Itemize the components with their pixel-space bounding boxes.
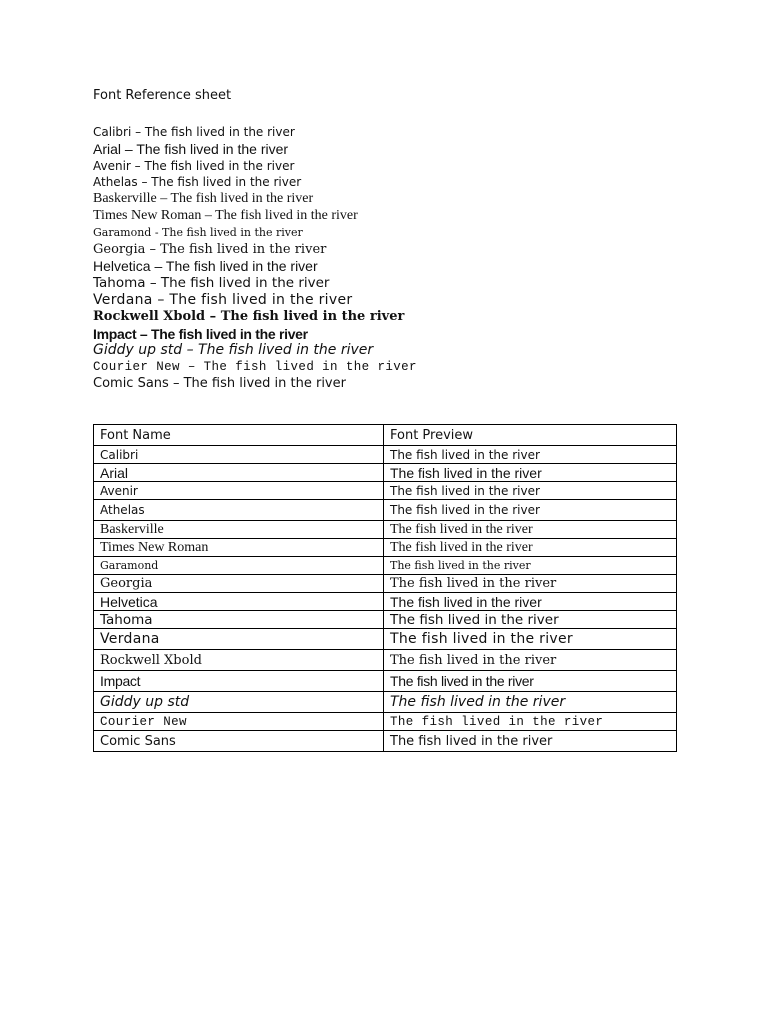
font-preview-cell: The fish lived in the river — [384, 629, 677, 650]
font-name-cell: Times New Roman — [94, 539, 384, 557]
table-row — [94, 671, 677, 692]
font-sample-arial: Arial – The fish lived in the river — [93, 140, 289, 157]
font-name-cell: Arial — [94, 464, 384, 482]
table-row — [94, 500, 677, 521]
table-row — [94, 575, 677, 593]
table-row — [94, 611, 677, 629]
font-sample-giddy-up-std: Giddy up std – The fish lived in the river — [93, 342, 374, 359]
font-preview-cell: The fish lived in the river — [384, 575, 677, 593]
font-name-cell: Avenir — [94, 482, 384, 500]
table-row — [94, 539, 677, 557]
font-preview-cell: The fish lived in the river — [384, 446, 677, 464]
font-sample-helvetica: Helvetica – The fish lived in the river — [93, 258, 318, 275]
font-sample-baskerville: Baskerville – The fish lived in the river — [93, 191, 314, 207]
font-sample-athelas: Athelas – The fish lived in the river — [93, 175, 302, 190]
font-sample-tahoma: Tahoma – The fish lived in the river — [93, 275, 330, 292]
font-sample-calibri: Calibri – The fish lived in the river — [93, 125, 295, 139]
table-row — [94, 482, 677, 500]
font-preview-cell: The fish lived in the river — [384, 500, 677, 521]
font-sample-list — [93, 124, 417, 393]
font-name-cell: Courier New — [94, 713, 384, 731]
font-preview-cell: The fish lived in the river — [384, 611, 677, 629]
font-preview-cell: The fish lived in the river — [384, 650, 677, 671]
table-row — [94, 692, 677, 713]
font-sample-impact: Impact – The fish lived in the river — [93, 325, 308, 342]
table-row — [94, 446, 677, 464]
column-header-font-name: Font Name — [94, 425, 384, 446]
table-row — [94, 521, 677, 539]
font-preview-cell: The fish lived in the river — [384, 671, 677, 692]
font-reference-table — [93, 424, 677, 752]
font-sample-garamond: Garamond - The fish lived in the river — [93, 225, 303, 239]
font-name-cell: Rockwell Xbold — [94, 650, 384, 671]
font-preview-cell: The fish lived in the river — [384, 539, 677, 557]
table-row — [94, 650, 677, 671]
font-sample-comic-sans: Comic Sans – The fish lived in the river — [93, 375, 346, 391]
font-preview-cell: The fish lived in the river — [384, 593, 677, 611]
font-name-cell: Impact — [94, 671, 384, 692]
font-sample-rockwell-xbold: Rockwell Xbold – The fish lived in the river — [93, 308, 405, 324]
font-sample-georgia: Georgia – The fish lived in the river — [93, 241, 327, 257]
font-name-cell: Baskerville — [94, 521, 384, 539]
font-preview-cell: The fish lived in the river — [384, 692, 677, 713]
font-name-cell: Garamond — [94, 557, 384, 575]
font-name-cell: Helvetica — [94, 593, 384, 611]
font-sample-times-new-roman: Times New Roman – The fish lived in the river — [93, 207, 358, 223]
table-row — [94, 629, 677, 650]
font-preview-cell: The fish lived in the river — [384, 521, 677, 539]
font-preview-cell: The fish lived in the river — [384, 482, 677, 500]
table-header-row — [94, 425, 677, 446]
document-title: Font Reference sheet — [93, 88, 232, 103]
font-name-cell: Tahoma — [94, 611, 384, 629]
font-name-cell: Verdana — [94, 629, 384, 650]
table-row — [94, 731, 677, 752]
font-preview-cell: The fish lived in the river — [384, 713, 677, 731]
font-name-cell: Georgia — [94, 575, 384, 593]
font-sample-courier-new: Courier New – The fish lived in the river — [93, 360, 417, 375]
font-preview-cell: The fish lived in the river — [384, 731, 677, 752]
font-sample-verdana: Verdana – The fish lived in the river — [93, 291, 353, 308]
font-name-cell: Calibri — [94, 446, 384, 464]
font-preview-cell: The fish lived in the river — [384, 464, 677, 482]
table-row — [94, 557, 677, 575]
column-header-font-preview: Font Preview — [384, 425, 677, 446]
table-row — [94, 464, 677, 482]
font-preview-cell: The fish lived in the river — [384, 557, 677, 575]
table-row — [94, 593, 677, 611]
table-row — [94, 713, 677, 731]
font-name-cell: Athelas — [94, 500, 384, 521]
font-name-cell: Comic Sans — [94, 731, 384, 752]
font-name-cell: Giddy up std — [94, 692, 384, 713]
font-sample-avenir: Avenir – The fish lived in the river — [93, 158, 295, 173]
